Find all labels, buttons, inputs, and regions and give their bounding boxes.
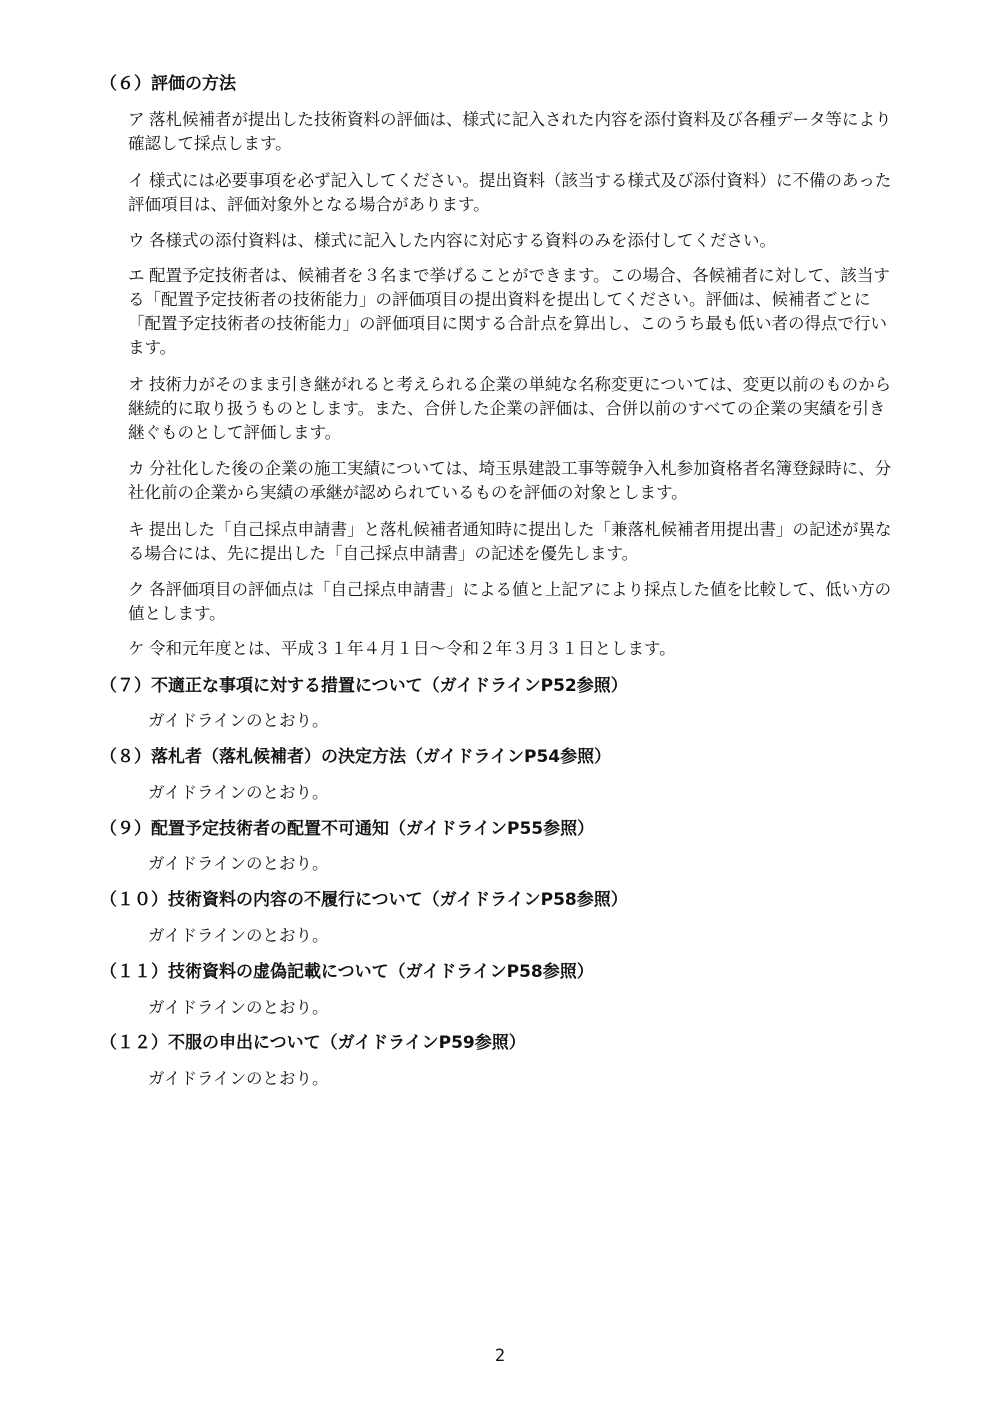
item-marker: キ xyxy=(128,520,145,539)
item-text: 配置予定技術者は、候補者を３名まで挙げることができます。この場合、各候補者に対して、該当する「配置予定技術者の技術能力」の評価項目の提出資料を提出してください。評価は、候補者ごとに「配置予定技術者の技術能力」の評価項目に関する合計点を算出し、このうち最も低い者の得点で行います。 xyxy=(128,266,890,357)
list-item xyxy=(128,637,898,661)
item-text: 技術力がそのまま引き継がれると考えられる企業の単純な名称変更については、変更以前のものから継続的に取り扱うものとします。また、合併した企業の評価は、合併以前のすべての企業の実績を引き継ぐものとして評価します。 xyxy=(128,375,892,442)
section-12-heading: （１２）不服の申出について（ガイドラインP59参照） xyxy=(100,1033,526,1053)
item-text: 分社化した後の企業の施工実績については、埼玉県建設工事等競争入札参加資格者名簿登録時に、分社化前の企業から実績の承継が認められているものを評価の対象とします。 xyxy=(128,459,892,502)
list-item xyxy=(128,108,898,156)
section-6-heading: （６）評価の方法 xyxy=(100,74,236,94)
item-marker: ア xyxy=(128,110,145,129)
section-9-heading: （９）配置予定技術者の配置不可通知（ガイドラインP55参照） xyxy=(100,819,595,839)
section-9-body: ガイドラインのとおり。 xyxy=(148,854,329,873)
item-marker: カ xyxy=(128,459,145,478)
section-10-body: ガイドラインのとおり。 xyxy=(148,926,329,945)
item-text: 各様式の添付資料は、様式に記入した内容に対応する資料のみを添付してください。 xyxy=(149,231,776,250)
list-item xyxy=(128,169,898,217)
item-marker: ク xyxy=(128,580,145,599)
section-8-heading: （８）落札者（落札候補者）の決定方法（ガイドラインP54参照） xyxy=(100,747,612,767)
list-item xyxy=(128,264,898,360)
list-item xyxy=(128,229,898,253)
list-item xyxy=(128,373,898,445)
page-number: 2 xyxy=(494,1346,506,1366)
list-item xyxy=(128,578,898,626)
section-11-heading: （１１）技術資料の虚偽記載について（ガイドラインP58参照） xyxy=(100,962,594,982)
item-text: 各評価項目の評価点は「自己採点申請書」による値と上記アにより採点した値を比較して、低い方の値とします。 xyxy=(128,580,892,623)
section-7-heading: （７）不適正な事項に対する措置について（ガイドラインP52参照） xyxy=(100,676,628,696)
item-text: 落札候補者が提出した技術資料の評価は、様式に記入された内容を添付資料及び各種データ等により確認して採点します。 xyxy=(128,110,892,153)
section-8-body: ガイドラインのとおり。 xyxy=(148,783,329,802)
item-marker: ウ xyxy=(128,231,145,250)
item-marker: ケ xyxy=(128,639,145,658)
item-marker: オ xyxy=(128,375,145,394)
section-10-heading: （１０）技術資料の内容の不履行について（ガイドラインP58参照） xyxy=(100,890,628,910)
item-text: 提出した「自己採点申請書」と落札候補者通知時に提出した「兼落札候補者用提出書」の記述が異なる場合には、先に提出した「自己採点申請書」の記述を優先します。 xyxy=(128,520,892,563)
item-text: 様式には必要事項を必ず記入してください。提出資料（該当する様式及び添付資料）に不備のあった評価項目は、評価対象外となる場合があります。 xyxy=(128,171,892,214)
item-marker: イ xyxy=(128,171,145,190)
section-7-body: ガイドラインのとおり。 xyxy=(148,711,329,730)
section-12-body: ガイドラインのとおり。 xyxy=(148,1069,329,1088)
item-marker: エ xyxy=(128,266,145,285)
list-item xyxy=(128,457,898,505)
item-text: 令和元年度とは、平成３１年４月１日～令和２年３月３１日とします。 xyxy=(149,639,676,658)
section-11-body: ガイドラインのとおり。 xyxy=(148,998,329,1017)
list-item xyxy=(128,518,898,566)
